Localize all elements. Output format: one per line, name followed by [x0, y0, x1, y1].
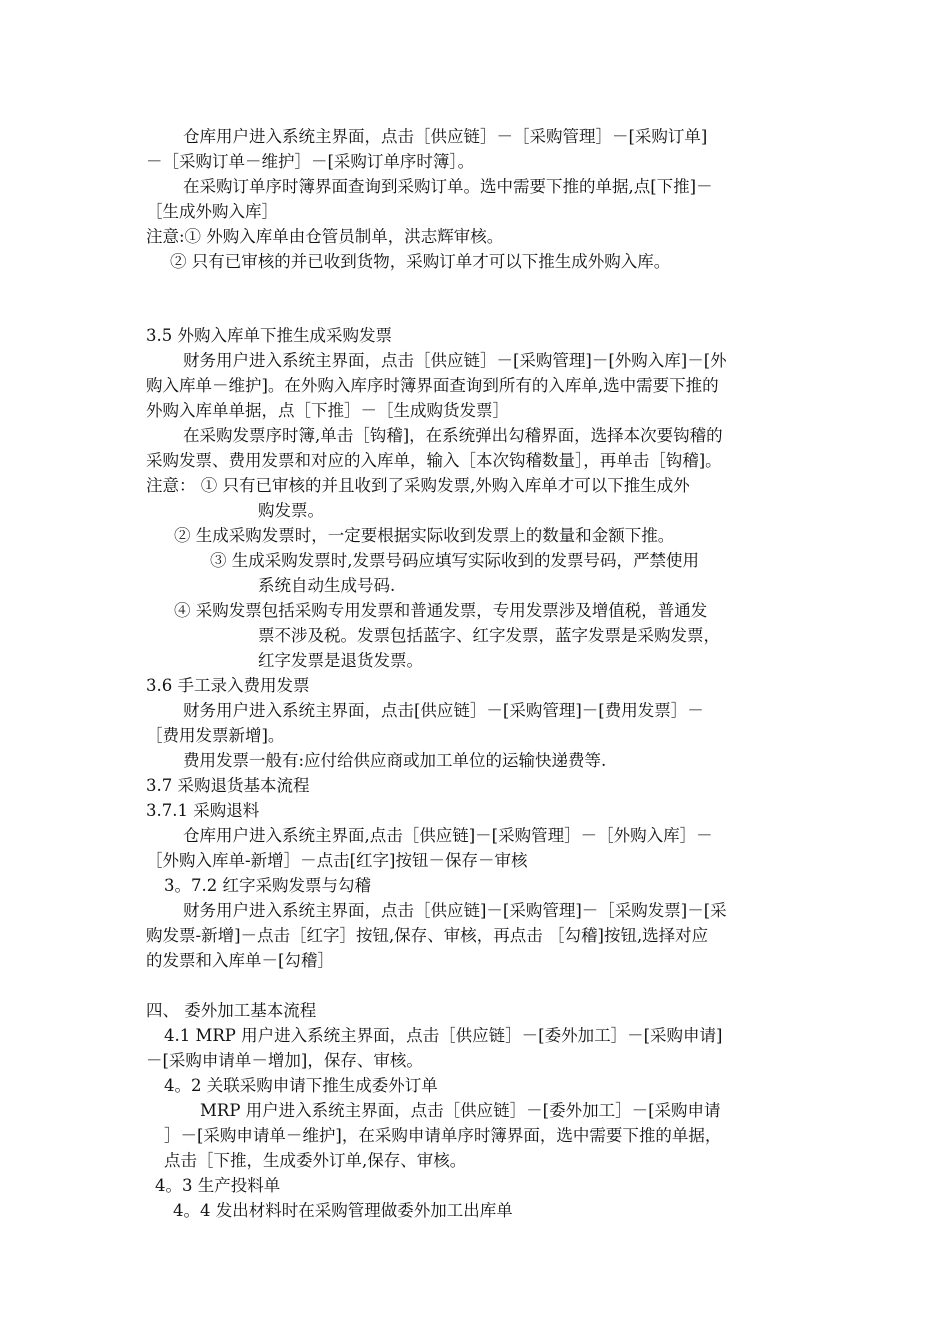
- text-line: 红字发票是退货发票。: [258, 651, 423, 670]
- text-line: 的发票和入库单－[勾稽］: [146, 951, 334, 970]
- text-line: 在采购订单序时簿界面查询到采购订单。选中需要下推的单据,点[下推]－: [183, 177, 713, 196]
- subsection-heading: 3。7.2 红字采购发票与勾稽: [164, 876, 371, 895]
- text-line: ［外购入库单-新增］－点击[红字]按钮－保存－审核: [146, 851, 528, 870]
- text-line: 4.1 MRP 用户进入系统主界面，点击［供应链］－[委外加工］－[采购申请]: [164, 1026, 723, 1045]
- text-line: ］－[采购申请单－维护]，在采购申请单序时簿界面，选中需要下推的单据，: [164, 1126, 722, 1145]
- text-line: ② 只有已审核的并已收到货物，采购订单才可以下推生成外购入库。: [170, 252, 671, 271]
- note-label: 注意： ① 只有已审核的并且收到了采购发票,外购入库单才可以下推生成外: [146, 476, 690, 495]
- text-line: 系统自动生成号码.: [258, 576, 396, 595]
- text-line: 外购入库单单据，点［下推］－［生成购货发票］: [146, 401, 509, 420]
- section-heading: 3.7 采购退货基本流程: [146, 776, 310, 795]
- text-line: ［费用发票新增]。: [146, 726, 285, 745]
- text-line: －［采购订单－维护］－[采购订单序时簿］。: [146, 152, 475, 171]
- text-line: 财务用户进入系统主界面，点击［供应链]－[采购管理]－［采购发票]－[采: [183, 901, 727, 920]
- text-line: ④ 采购发票包括采购专用发票和普通发票，专用发票涉及增值税，普通发: [174, 601, 708, 620]
- text-line: 费用发票一般有:应付给供应商或加工单位的运输快递费等.: [183, 751, 607, 770]
- subsection-heading: 3.7.1 采购退料: [146, 801, 260, 820]
- text-line: 在采购发票序时簿,单击［钩稽]，在系统弹出勾稽界面，选择本次要钩稽的: [183, 426, 723, 445]
- text-line: 仓库用户进入系统主界面，点击［供应链］－［采购管理］－[采购订单]: [183, 127, 708, 146]
- text-line: ③ 生成采购发票时,发票号码应填写实际收到的发票号码，严禁使用: [210, 551, 699, 570]
- text-line: 财务用户进入系统主界面，点击[供应链］－[采购管理]－[费用发票］－: [183, 701, 704, 720]
- section-heading: 3.6 手工录入费用发票: [146, 676, 310, 695]
- text-line: 财务用户进入系统主界面，点击［供应链］－[采购管理]－[外购入库]－[外: [183, 351, 727, 370]
- section-heading: 3.5 外购入库单下推生成采购发票: [146, 326, 392, 345]
- text-line: MRP 用户进入系统主界面，点击［供应链］－[委外加工］－[采购申请: [200, 1101, 721, 1120]
- text-line: ② 生成采购发票时，一定要根据实际收到发票上的数量和金额下推。: [174, 526, 675, 545]
- note-label: 注意:① 外购入库单由仓管员制单，洪志辉审核。: [146, 227, 504, 246]
- chapter-heading: 四、 委外加工基本流程: [146, 1001, 317, 1020]
- text-line: ［生成外购入库］: [146, 202, 278, 221]
- text-line: 点击［下推，生成委外订单,保存、审核。: [164, 1151, 467, 1170]
- text-line: 购入库单－维护]。在外购入库序时簿界面查询到所有的入库单,选中需要下推的: [146, 376, 719, 395]
- text-line: 购发票-新增]－点击［红字］按钮,保存、审核，再点击 ［勾稽]按钮,选择对应: [146, 926, 709, 945]
- text-line: 采购发票、费用发票和对应的入库单，输入［本次钩稽数量］，再单击［钩稽]。: [146, 451, 722, 470]
- text-line: 购发票。: [258, 501, 324, 520]
- text-line: －[采购申请单－增加]，保存、审核。: [146, 1051, 423, 1070]
- subsection-heading: 4。3 生产投料单: [155, 1176, 281, 1195]
- subsection-heading: 4。2 关联采购申请下推生成委外订单: [164, 1076, 438, 1095]
- text-line: 票不涉及税。发票包括蓝字、红字发票，蓝字发票是采购发票，: [258, 626, 720, 645]
- text-line: 仓库用户进入系统主界面,点击［供应链]－[采购管理］－［外购入库］－: [183, 826, 713, 845]
- subsection-heading: 4。4 发出材料时在采购管理做委外加工出库单: [173, 1201, 513, 1220]
